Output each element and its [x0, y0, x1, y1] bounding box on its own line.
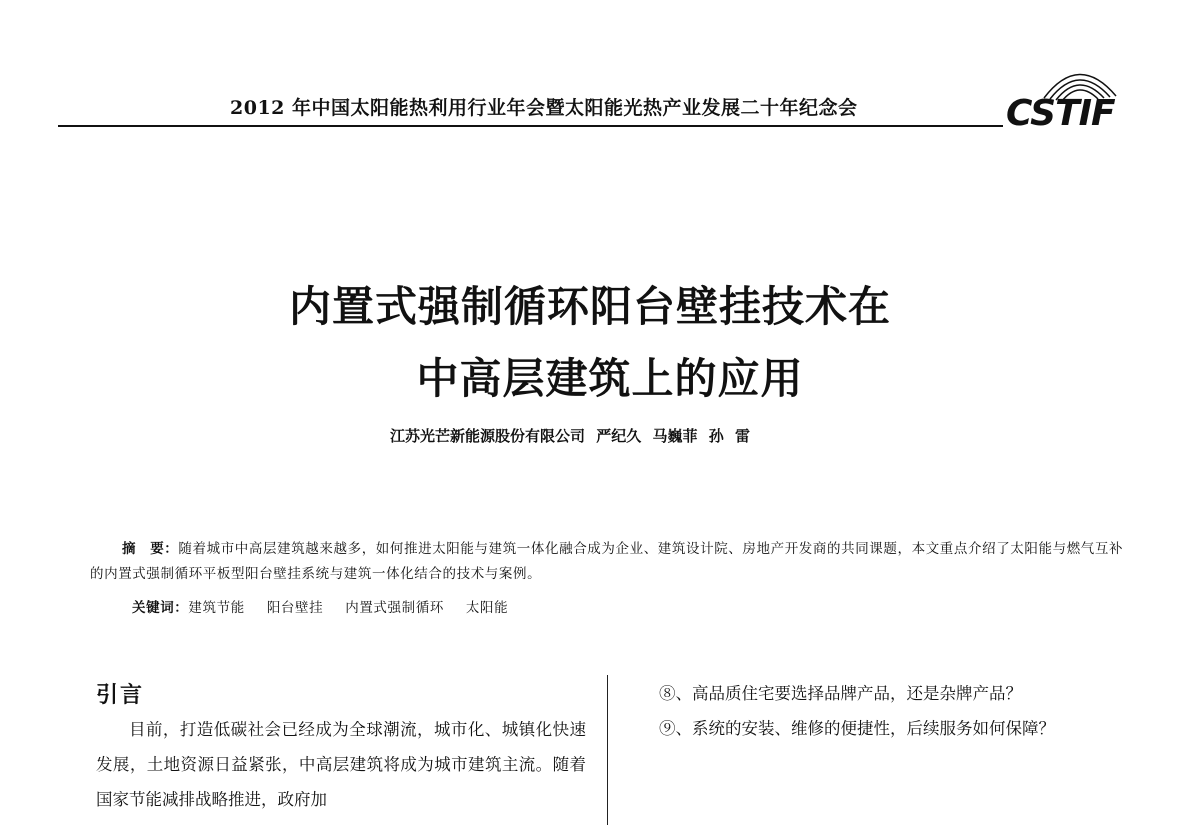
list-item: ⑨、系统的安装、维修的便捷性，后续服务如何保障？	[659, 719, 1055, 738]
paper-title-line-1: 内置式强制循环阳台壁挂技术在	[288, 282, 891, 331]
right-column-text	[626, 676, 1126, 746]
author-name: 严纪久	[596, 427, 642, 445]
left-column-text	[96, 712, 586, 817]
author-name: 马巍菲	[652, 427, 698, 445]
header-rule	[58, 125, 1003, 127]
author-name: 孙 雷	[708, 427, 750, 445]
affiliation: 江苏光芒新能源股份有限公司	[390, 427, 586, 445]
running-header-title: 2012 年中国太阳能热利用行业年会暨太阳能光热产业发展二十年纪念会	[230, 97, 858, 119]
cstif-logo	[1004, 58, 1134, 138]
author-line	[390, 425, 750, 446]
section-heading: 引言	[96, 682, 145, 708]
list-item: ⑧、高品质住宅要选择品牌产品，还是杂牌产品？	[659, 684, 1022, 703]
keyword: 阳台壁挂	[266, 600, 324, 616]
logo-text: CSTIF	[1006, 93, 1115, 134]
abstract-text: 随着城市中高层建筑越来越多，如何推进太阳能与建筑一体化融合成为企业、建筑设计院、房地产开发商的共同课题，本文重点介绍了太阳能与燃气互补的内置式强制循环平板型阳台壁挂系统与建筑一体化结合的技术与案例。	[90, 541, 1124, 582]
keyword: 建筑节能	[188, 600, 245, 616]
paper-title-line-2: 中高层建筑上的应用	[416, 354, 804, 403]
keywords-line	[132, 596, 508, 616]
body-paragraph: 目前，打造低碳社会已经成为全球潮流，城市化、城镇化快速发展，土地资源日益紧张，中高层建筑将成为城市建筑主流。随着国家节能减排战略推进，政府加	[96, 720, 586, 809]
keyword: 内置式强制循环	[345, 600, 444, 616]
keyword: 太阳能	[465, 600, 509, 616]
abstract-label: 摘 要：	[122, 541, 179, 557]
keywords-label: 关键词：	[132, 600, 189, 616]
abstract	[90, 537, 1135, 587]
column-divider	[607, 675, 608, 825]
